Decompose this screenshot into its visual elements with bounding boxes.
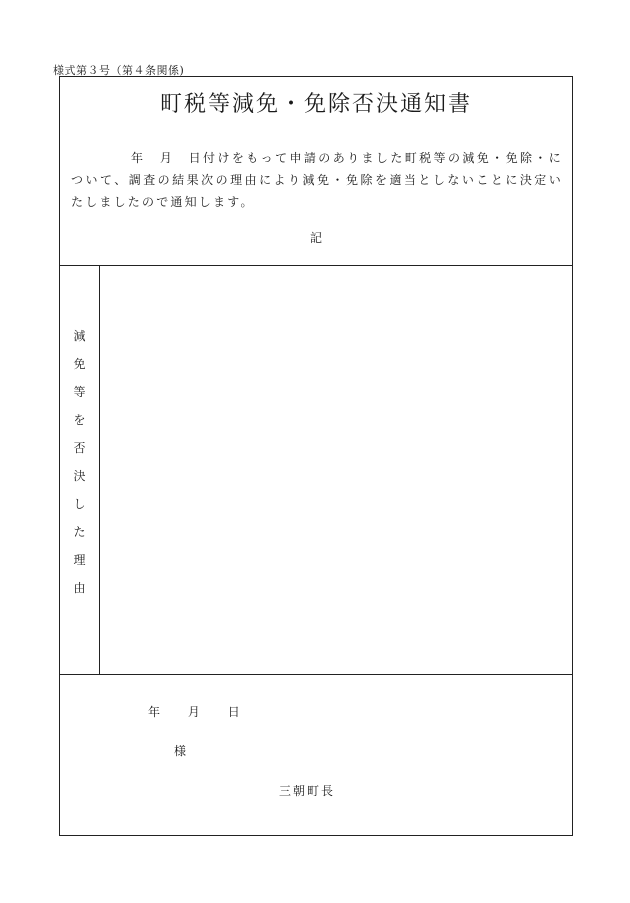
reason-label-char: 決 bbox=[73, 469, 86, 483]
notice-form bbox=[59, 76, 573, 836]
notice-body: 年 月 日付けをもって申請のありました町税等の減免・免除・について、調査の結果次の理由により減免・免除を適当としないことに決定いたしましたので通知します。 bbox=[71, 151, 563, 209]
reason-label-char: 等 bbox=[73, 385, 86, 399]
reason-field[interactable] bbox=[100, 267, 572, 673]
reason-label-char: を bbox=[73, 413, 86, 427]
reason-label-char: 減 bbox=[73, 329, 86, 343]
ki-heading: 記 bbox=[309, 231, 322, 245]
reason-label-char: し bbox=[73, 497, 86, 511]
date-line bbox=[148, 703, 263, 720]
addressee: 様 bbox=[174, 744, 187, 758]
sender: 三朝町長 bbox=[279, 784, 336, 798]
reason-label-char: 免 bbox=[73, 357, 86, 371]
reason-label-char: 由 bbox=[73, 581, 86, 595]
section-divider-top bbox=[60, 265, 572, 266]
date-day: 日 bbox=[227, 705, 241, 719]
page-title: 町税等減免・免除否決通知書 bbox=[159, 92, 472, 117]
reason-label-char: 理 bbox=[73, 553, 86, 567]
reason-label-char: た bbox=[73, 525, 86, 539]
date-year: 年 bbox=[148, 705, 162, 719]
section-divider-bottom bbox=[60, 674, 572, 675]
date-month: 月 bbox=[187, 705, 201, 719]
form-number: 様式第３号（第４条関係) bbox=[53, 64, 185, 77]
reason-label bbox=[60, 330, 99, 610]
reason-label-char: 否 bbox=[73, 441, 86, 455]
